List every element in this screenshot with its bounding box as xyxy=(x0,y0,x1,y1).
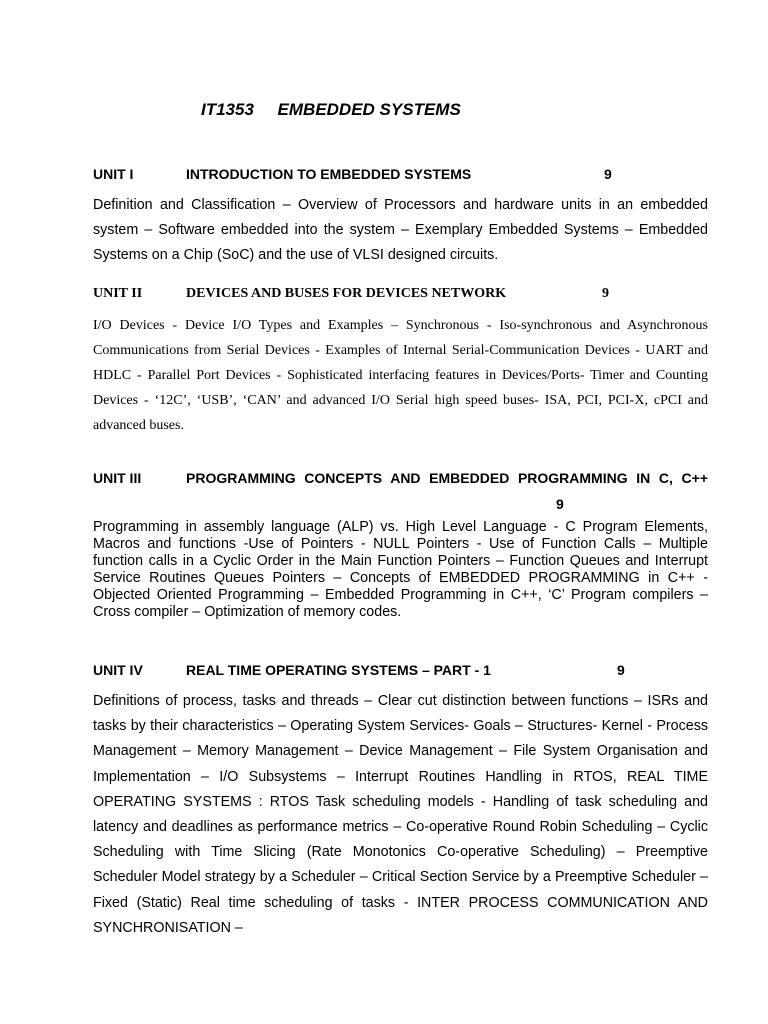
unit-title: PROGRAMMING CONCEPTS AND EMBEDDED PROGRAMMING IN C, C++ xyxy=(186,470,708,486)
unit-2-body: I/O Devices - Device I/O Types and Examples – Synchronous - Iso-synchronous and Asynchronous Communications from Serial Devices - Examples of Internal Serial-Communication Devices - UART and HDLC - Parallel Port Devices - Sophisticated interfacing features in Devices/Ports- Timer and Counting Devices - ‘12C’, ‘USB’, ‘CAN’ and advanced I/O Serial high speed buses- ISA, PCI, PCI-X, cPCI and advanced buses. xyxy=(93,318,708,433)
page-title: IT1353 EMBEDDED SYSTEMS xyxy=(201,100,461,119)
unit-hours: 9 xyxy=(602,286,609,301)
unit-number: UNIT IV xyxy=(93,662,143,678)
unit-title: DEVICES AND BUSES FOR DEVICES NETWORK xyxy=(186,286,507,301)
unit-4-body: Definitions of process, tasks and threads – Clear cut distinction between functions – ISRs and tasks by their characteristics – Operating System Services- Goals – Structures- Kernel - Process Management – Memory Management – Device Management – File System Organisation and Implementation – I/O Subsystems – Interrupt Routines Handling in RTOS, REAL TIME OPERATING SYSTEMS : RTOS Task scheduling models - Handling of task scheduling and latency and deadlines as performance metrics – Co-operative Round Robin Scheduling – Cyclic Scheduling with Time Slicing (Rate Monotonics Co-operative Scheduling) – Preemptive Scheduler Model strategy by a Scheduler – Critical Section Service by a Preemptive Scheduler – Fixed (Static) Real time scheduling of tasks - INTER PROCESS COMMUNICATION AND SYNCHRONISATION – xyxy=(93,693,708,936)
unit-number: UNIT II xyxy=(93,286,143,301)
unit-title: INTRODUCTION TO EMBEDDED SYSTEMS xyxy=(186,166,472,182)
unit-title: REAL TIME OPERATING SYSTEMS – PART - 1 xyxy=(186,662,491,678)
unit-hours: 9 xyxy=(604,166,612,182)
unit-1-body: Definition and Classification – Overview of Processors and hardware units in an embedded system – Software embedded into the system – Exemplary Embedded Systems – Embedded Systems on a Chip (SoC) and the use of VLSI designed circuits. xyxy=(93,197,708,263)
unit-number: UNIT III xyxy=(93,470,142,486)
unit-hours: 9 xyxy=(617,662,625,678)
unit-number: UNIT I xyxy=(93,166,134,182)
unit-hours: 9 xyxy=(556,496,564,512)
unit-3-body: Programming in assembly language (ALP) vs. High Level Language - C Program Elements, Macros and functions -Use of Pointers - NULL Pointers - Use of Function Calls – Multiple function calls in a Cyclic Order in the Main Function Pointers – Function Queues and Interrupt Service Routines Queues Pointers – Concepts of EMBEDDED PROGRAMMING in C++ - Objected Oriented Programming – Embedded Programming in C++, ‘C’ Program compilers – Cross compiler – Optimization of memory codes. xyxy=(93,519,708,620)
